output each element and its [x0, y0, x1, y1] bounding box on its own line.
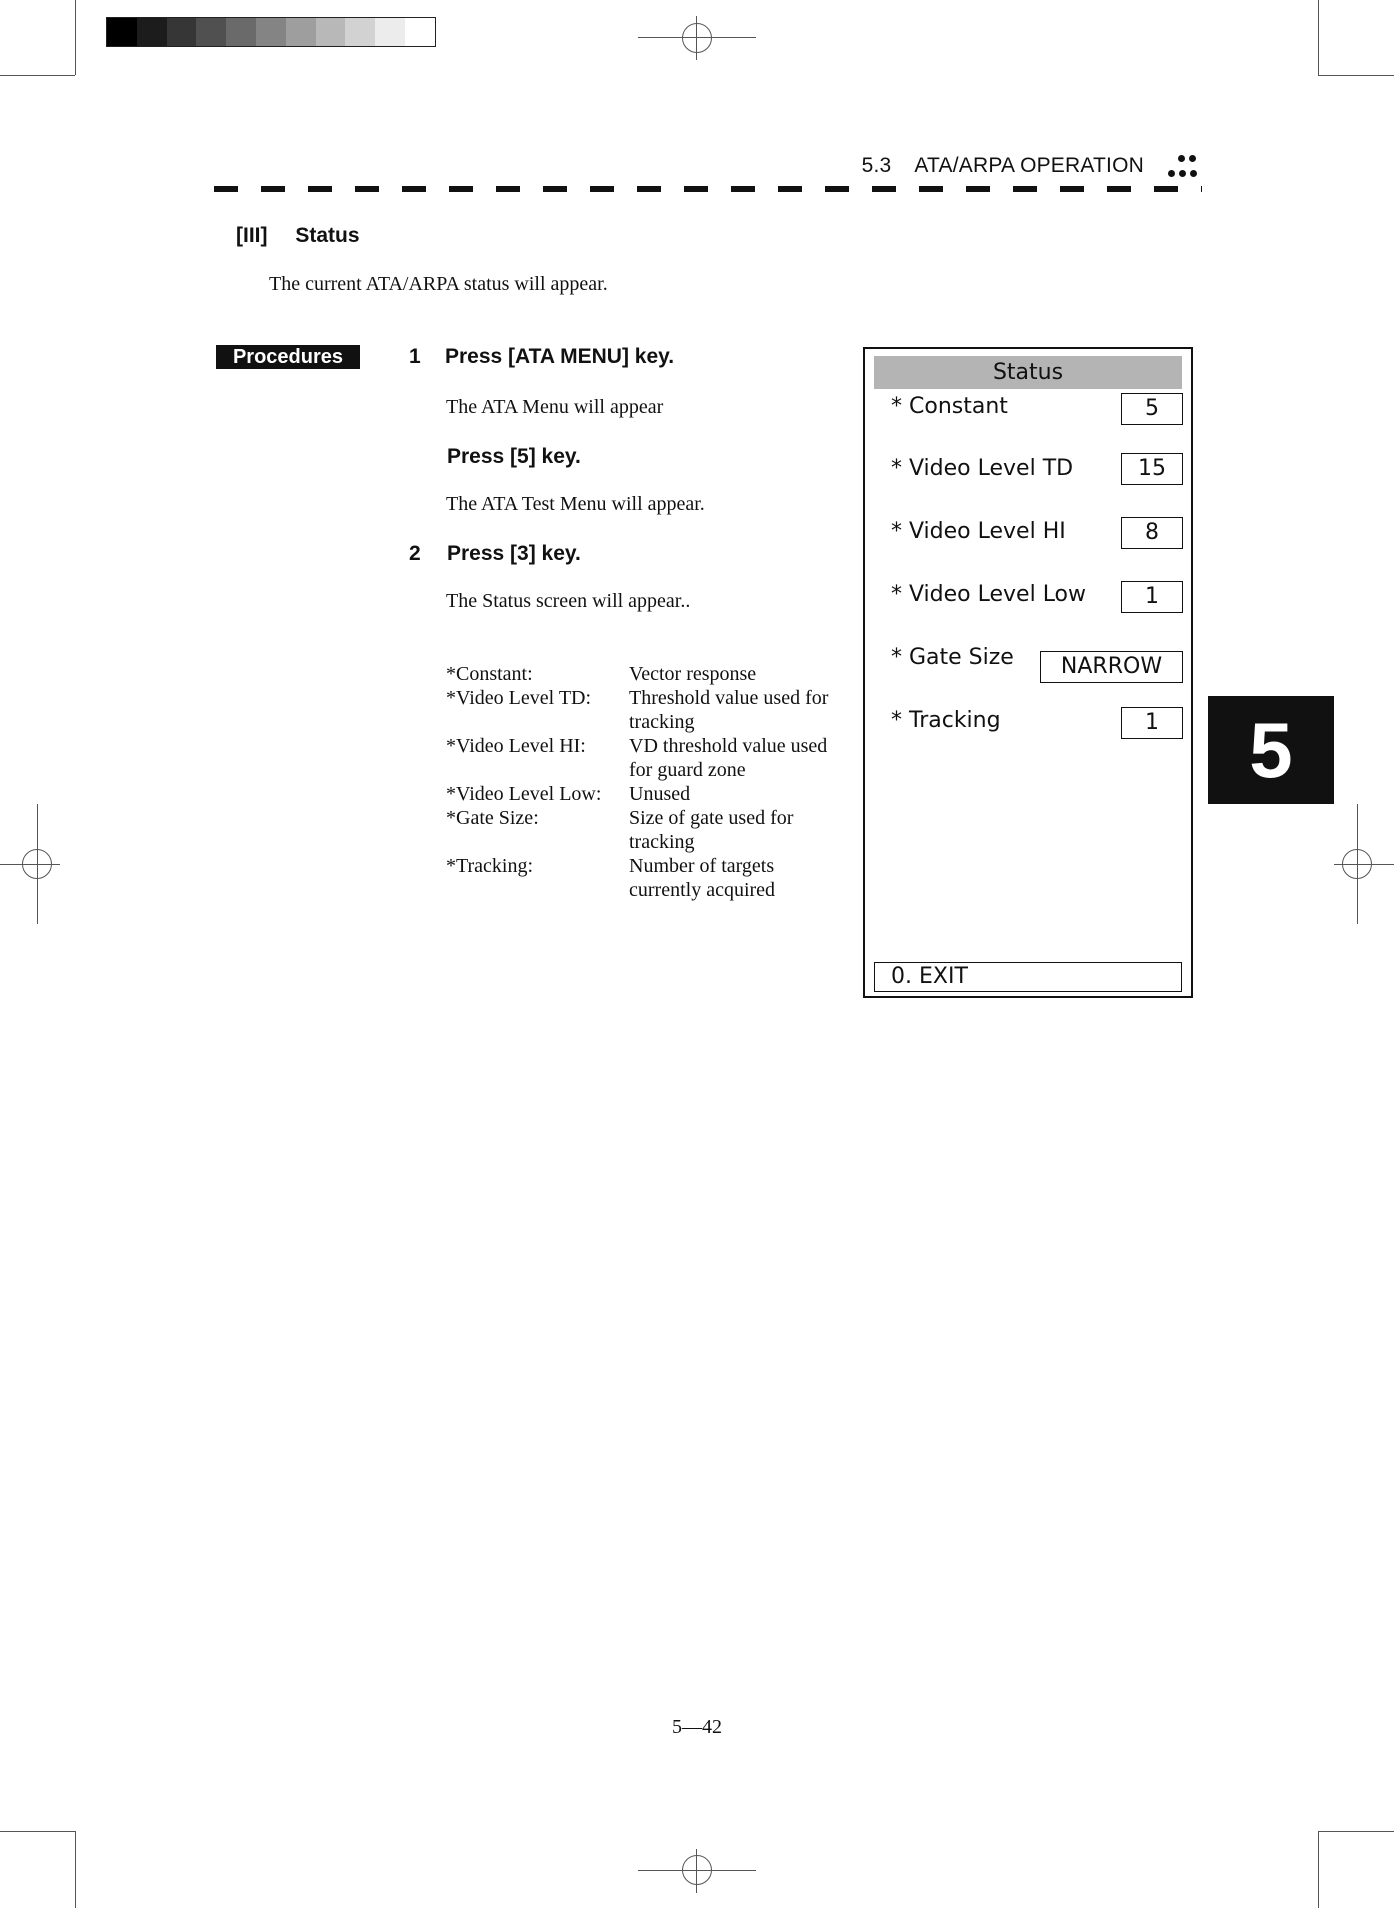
section-number: [III] — [236, 224, 268, 247]
step-2-text: The Status screen will appear.. — [446, 590, 691, 612]
definition-term: *Video Level TD: — [446, 687, 592, 709]
gray-scale-cell — [405, 18, 435, 46]
definition-term: *Video Level HI: — [446, 735, 586, 757]
step-1-number: 1 — [409, 345, 421, 368]
definition-term: *Constant: — [446, 663, 533, 685]
chapter-tab: 5 — [1208, 696, 1334, 804]
definition-row — [446, 854, 849, 902]
definition-row — [446, 782, 849, 806]
gray-scale-cell — [196, 18, 226, 46]
gray-scale-cell — [137, 18, 167, 46]
section-intro: The current ATA/ARPA status will appear. — [269, 273, 608, 295]
gray-scale-cell — [316, 18, 346, 46]
definition-row — [446, 734, 849, 782]
header-dashed-rule — [214, 186, 1202, 192]
page-number: 5—42 — [672, 1716, 722, 1738]
definition-desc: Threshold value used for tracking — [629, 687, 829, 733]
header-dots-icon — [1168, 153, 1200, 181]
status-value-video-level-hi: 8 — [1121, 517, 1183, 549]
status-value-gate-size: NARROW — [1040, 651, 1183, 683]
status-value-tracking: 1 — [1121, 707, 1183, 739]
definitions-list — [446, 662, 849, 902]
status-label-video-level-low: * Video Level Low — [891, 582, 1087, 607]
gray-scale-cell — [256, 18, 286, 46]
gray-scale-cell — [167, 18, 197, 46]
step-1-text: The ATA Menu will appear — [446, 396, 664, 418]
status-label-video-level-td: * Video Level TD — [891, 456, 1074, 481]
gray-scale-strip — [106, 17, 436, 47]
definition-term: *Gate Size: — [446, 807, 539, 829]
step-1-sub-text: The ATA Test Menu will appear. — [446, 493, 705, 515]
procedures-badge: Procedures — [216, 345, 360, 369]
definition-desc: Size of gate used for tracking — [629, 807, 794, 853]
definition-row — [446, 806, 849, 854]
status-value-video-level-low: 1 — [1121, 581, 1183, 613]
section-title: Status — [295, 224, 360, 247]
status-label-gate-size: * Gate Size — [891, 645, 1014, 670]
status-value-video-level-td: 15 — [1121, 453, 1183, 485]
gray-scale-cell — [375, 18, 405, 46]
status-label-video-level-hi: * Video Level HI — [891, 519, 1066, 544]
step-2-number: 2 — [409, 542, 421, 565]
gray-scale-cell — [286, 18, 316, 46]
status-exit-option: 0. EXIT — [874, 962, 1182, 992]
definition-row — [446, 662, 849, 686]
gray-scale-cell — [345, 18, 375, 46]
definition-term: *Video Level Low: — [446, 783, 602, 805]
status-screen-title: Status — [874, 356, 1182, 389]
status-label-constant: * Constant — [891, 394, 1008, 419]
definition-desc: Unused — [629, 783, 691, 805]
running-header — [862, 154, 1144, 178]
definition-term: *Tracking: — [446, 855, 534, 877]
status-value-constant: 5 — [1121, 393, 1183, 425]
gray-scale-cell — [226, 18, 256, 46]
header-section-title: ATA/ARPA OPERATION — [914, 154, 1144, 177]
step-1-sub-heading: Press [5] key. — [447, 445, 581, 468]
section-heading — [236, 224, 360, 248]
status-label-tracking: * Tracking — [891, 708, 1001, 733]
status-screen — [863, 347, 1193, 998]
gray-scale-cell — [107, 18, 137, 46]
step-2-heading: Press [3] key. — [447, 542, 581, 565]
definition-desc: Number of targets currently acquired — [629, 855, 776, 901]
header-section-number: 5.3 — [861, 154, 892, 177]
definition-desc: Vector response — [629, 663, 757, 685]
definition-desc: VD threshold value used for guard zone — [629, 735, 828, 781]
step-1-heading: Press [ATA MENU] key. — [445, 345, 675, 368]
definition-row — [446, 686, 849, 734]
